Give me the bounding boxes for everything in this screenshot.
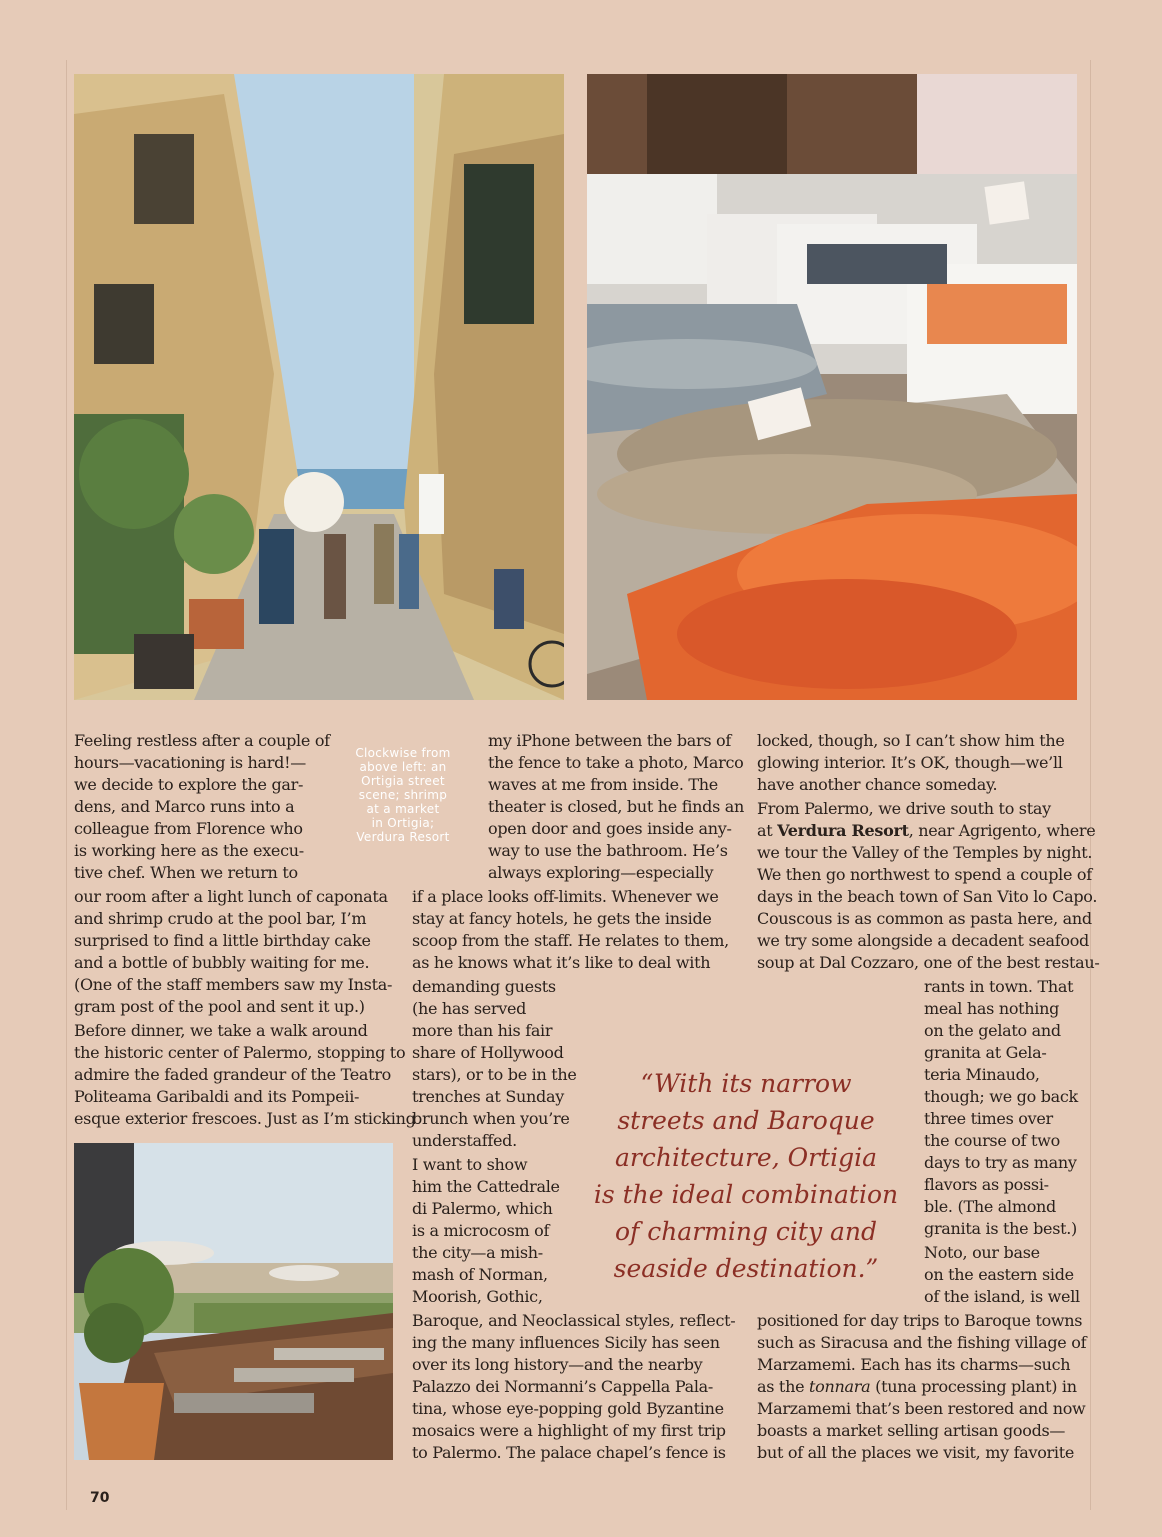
body-line: we try some alongside a decadent seafood bbox=[757, 931, 1090, 950]
body-line: Baroque, and Neoclassical styles, reflect- bbox=[412, 1311, 736, 1330]
body-line: hours—vacationing is hard!— bbox=[74, 753, 306, 772]
verdura-resort-photo bbox=[74, 1143, 393, 1460]
body-line: soup at Dal Cozzaro, one of the best restau- bbox=[757, 953, 1100, 972]
body-line: Marzamemi that’s been restored and now bbox=[757, 1399, 1086, 1418]
body-line: Politeama Garibaldi and its Pompeii- bbox=[74, 1087, 360, 1106]
body-line: gram post of the pool and sent it up.) bbox=[74, 997, 365, 1016]
body-line: Palazzo dei Normanni’s Cappella Pala- bbox=[412, 1377, 713, 1396]
body-line: we decide to explore the gar- bbox=[74, 775, 304, 794]
body-line: him the Cattedrale bbox=[412, 1177, 560, 1196]
body-line: ble. (The almond bbox=[924, 1197, 1056, 1216]
body-line: on the gelato and bbox=[924, 1021, 1061, 1040]
body-line: on the eastern side bbox=[924, 1265, 1074, 1284]
body-line: Couscous is as common as pasta here, and bbox=[757, 909, 1092, 928]
shrimp-market-photo bbox=[587, 74, 1077, 700]
body-line: stars), or to be in the bbox=[412, 1065, 577, 1084]
body-line: meal has nothing bbox=[924, 999, 1060, 1018]
body-line: admire the faded grandeur of the Teatro bbox=[74, 1065, 391, 1084]
body-line: more than his fair bbox=[412, 1021, 553, 1040]
body-line: as he knows what it’s like to deal with bbox=[412, 953, 711, 972]
right-margin-rule bbox=[1090, 60, 1091, 1510]
body-line: ing the many influences Sicily has seen bbox=[412, 1333, 720, 1352]
body-line: as the tonnara (tuna processing plant) in bbox=[757, 1377, 1077, 1396]
body-line: Moorish, Gothic, bbox=[412, 1287, 543, 1306]
body-line: the city—a mish- bbox=[412, 1243, 543, 1262]
body-line: I want to show bbox=[412, 1155, 528, 1174]
body-line: tina, whose eye-popping gold Byzantine bbox=[412, 1399, 724, 1418]
body-line: waves at me from inside. The bbox=[488, 775, 718, 794]
body-line: to Palermo. The palace chapel’s fence is bbox=[412, 1443, 726, 1462]
body-line: though; we go back bbox=[924, 1087, 1078, 1106]
body-line: We then go northwest to spend a couple of bbox=[757, 865, 1092, 884]
body-line: way to use the bathroom. He’s bbox=[488, 841, 728, 860]
body-line: glowing interior. It’s OK, though—we’ll bbox=[757, 753, 1063, 772]
body-line: theater is closed, but he finds an bbox=[488, 797, 745, 816]
body-line: our room after a light lunch of caponata bbox=[74, 887, 388, 906]
body-line: and shrimp crudo at the pool bar, I’m bbox=[74, 909, 367, 928]
body-line: we tour the Valley of the Temples by night. bbox=[757, 843, 1093, 862]
photo-caption-text: Clockwise from above left: an Ortigia street scene; shrimp at a market in Ortigia; Verdura Resort bbox=[355, 746, 451, 844]
body-line: tive chef. When we return to bbox=[74, 863, 298, 882]
body-column-3 bbox=[757, 730, 1100, 1470]
body-line: esque exterior frescoes. Just as I’m sticking bbox=[74, 1109, 416, 1128]
left-margin-rule bbox=[66, 60, 67, 1510]
page-number: 70 bbox=[90, 1490, 110, 1506]
body-line: di Palermo, which bbox=[412, 1199, 553, 1218]
body-line: mosaics were a highlight of my first trip bbox=[412, 1421, 726, 1440]
body-line: mash of Norman, bbox=[412, 1265, 548, 1284]
ortigia-street-photo bbox=[74, 74, 564, 700]
body-line: my iPhone between the bars of bbox=[488, 731, 732, 750]
body-line: Marzamemi. Each has its charms—such bbox=[757, 1355, 1071, 1374]
body-line: From Palermo, we drive south to stay bbox=[757, 799, 1051, 818]
body-column-2 bbox=[412, 730, 745, 1470]
body-line: the historic center of Palermo, stopping to bbox=[74, 1043, 406, 1062]
body-line: rants in town. That bbox=[924, 977, 1074, 996]
body-line: stay at fancy hotels, he gets the inside bbox=[412, 909, 712, 928]
body-line: have another chance someday. bbox=[757, 775, 998, 794]
body-line: over its long history—and the nearby bbox=[412, 1355, 703, 1374]
body-line: such as Siracusa and the fishing village of bbox=[757, 1333, 1087, 1352]
body-line: of the island, is well bbox=[924, 1287, 1080, 1306]
body-line: boasts a market selling artisan goods— bbox=[757, 1421, 1066, 1440]
body-line: if a place looks off-limits. Whenever we bbox=[412, 887, 719, 906]
body-line: brunch when you’re bbox=[412, 1109, 570, 1128]
body-line: Before dinner, we take a walk around bbox=[74, 1021, 368, 1040]
pull-quote-text: “With its narrow streets and Baroque architecture, Ortigia is the ideal combination of charming city and seaside destination.” bbox=[593, 1069, 899, 1283]
body-line: (he has served bbox=[412, 999, 527, 1018]
body-line: is a microcosm of bbox=[412, 1221, 550, 1240]
body-line: understaffed. bbox=[412, 1131, 517, 1150]
body-line: surprised to find a little birthday cake bbox=[74, 931, 371, 950]
body-line: positioned for day trips to Baroque towns bbox=[757, 1311, 1083, 1330]
body-line: scoop from the staff. He relates to them, bbox=[412, 931, 729, 950]
body-line: and a bottle of bubbly waiting for me. bbox=[74, 953, 370, 972]
body-line: is working here as the execu- bbox=[74, 841, 304, 860]
body-line: the fence to take a photo, Marco bbox=[488, 753, 744, 772]
body-line: open door and goes inside any- bbox=[488, 819, 732, 838]
body-line: locked, though, so I can’t show him the bbox=[757, 731, 1065, 750]
body-line: days to try as many bbox=[924, 1153, 1077, 1172]
body-line: granita is the best.) bbox=[924, 1219, 1077, 1238]
body-line: colleague from Florence who bbox=[74, 819, 303, 838]
body-line: demanding guests bbox=[412, 977, 556, 996]
body-line: share of Hollywood bbox=[412, 1043, 564, 1062]
body-line: always exploring—especially bbox=[488, 863, 714, 882]
body-line: the course of two bbox=[924, 1131, 1060, 1150]
body-line: flavors as possi- bbox=[924, 1175, 1049, 1194]
body-line: at Verdura Resort, near Agrigento, where bbox=[757, 821, 1096, 840]
body-line: Noto, our base bbox=[924, 1243, 1040, 1262]
body-line: Feeling restless after a couple of bbox=[74, 731, 330, 750]
body-line: granita at Gela- bbox=[924, 1043, 1047, 1062]
body-line: days in the beach town of San Vito lo Capo. bbox=[757, 887, 1098, 906]
body-line: trenches at Sunday bbox=[412, 1087, 564, 1106]
body-line: (One of the staff members saw my Insta- bbox=[74, 975, 393, 994]
body-line: teria Minaudo, bbox=[924, 1065, 1040, 1084]
body-line: dens, and Marco runs into a bbox=[74, 797, 295, 816]
body-line: but of all the places we visit, my favorite bbox=[757, 1443, 1075, 1462]
body-line: three times over bbox=[924, 1109, 1053, 1128]
